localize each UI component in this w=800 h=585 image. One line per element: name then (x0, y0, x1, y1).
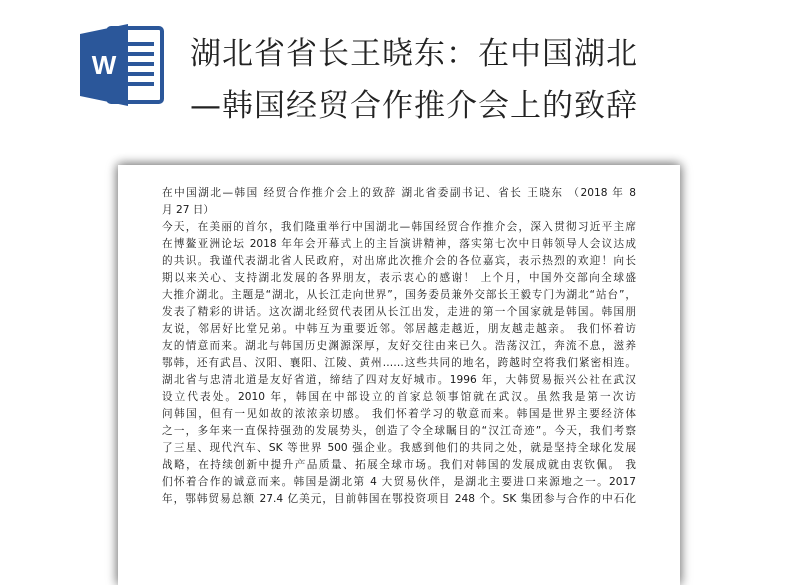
word-icon-letter: W (91, 50, 117, 80)
page-title (190, 28, 750, 132)
document-line: 发表了精彩的讲话。这次湖北经贸代表团从长江出发，走进的第一个国家就是韩国。韩国朋 (162, 306, 636, 318)
document-line: 月 27 日） (162, 204, 214, 216)
document-line: 战略，在持续创新中提升产品质量、拓展全球市场。我们对韩国的发展成就由衷钦佩。 我 (162, 459, 636, 471)
document-body (162, 185, 636, 508)
document-page (118, 165, 680, 585)
document-line: 鄂韩，还有武昌、汉阳、襄阳、江陵、黄州……这些共同的地名，跨越时空将我们紧密相连。 (162, 357, 636, 369)
document-line: 在中国湖北—韩国 经贸合作推介会上的致辞 湖北省委副书记、省长 王晓东 （2018 年 8 (162, 187, 636, 199)
document-line: 大推介湖北。主题是“湖北，从长江走向世界”，国务委员兼外交部长王毅专门为湖北“站台”， (162, 289, 636, 301)
title-line-2: —韩国经贸合作推介会上的致辞 (190, 88, 638, 124)
document-line: 今天，在美丽的首尔，我们隆重举行中国湖北—韩国经贸合作推介会，深入贯彻习近平主席 (162, 221, 636, 233)
document-line: 的共识。我谨代表湖北省人民政府，对出席此次推介会的各位嘉宾，表示热烈的欢迎！向长 (162, 255, 636, 267)
document-line: 湖北省与忠清北道是友好省道，缔结了四对友好城市。1996 年，大韩贸易振兴公社在武汉 (162, 374, 636, 386)
document-line: 友说，邻居好比堂兄弟。中韩互为重要近邻。邻居越走越近，朋友越走越亲。 我们怀着访 (162, 323, 636, 335)
document-line: 友的情意而来。湖北与韩国历史渊源深厚，友好交往由来已久。浩荡汉江，奔流不息，滋养 (162, 340, 636, 352)
document-line: 了三星、现代汽车、SK 等世界 500 强企业。我感到他们的共同之处，就是坚持全球化发展 (162, 442, 636, 454)
header-banner (0, 0, 800, 160)
document-line: 期以来关心、支持湖北发展的各界朋友，表示衷心的感谢！ 上个月，中国外交部向全球盛 (162, 272, 636, 284)
word-document-icon (78, 22, 166, 108)
document-line: 年，鄂韩贸易总额 27.4 亿美元，目前韩国在鄂投资项目 248 个。SK 集团参与合作的中石化 (162, 493, 636, 505)
document-line: 们怀着合作的诚意而来。韩国是湖北第 4 大贸易伙伴，是湖北主要进口来源地之一。2017 (162, 476, 636, 488)
document-line: 设立代表处。2010 年，韩国在中部设立的首家总领事馆就在武汉。虽然我是第一次访 (162, 391, 636, 403)
document-line: 在博鳌亚洲论坛 2018 年年会开幕式上的主旨演讲精神，落实第七次中日韩领导人会议达成 (162, 238, 636, 250)
title-line-1: 湖北省省长王晓东：在中国湖北 (190, 36, 638, 72)
document-line: 之一，多年来一直保持强劲的发展势头，创造了令全球瞩目的“汉江奇迹”。今天，我们考察 (162, 425, 636, 437)
document-line: 问韩国，但有一见如故的浓浓亲切感。 我们怀着学习的敬意而来。韩国是世界主要经济体 (162, 408, 636, 420)
